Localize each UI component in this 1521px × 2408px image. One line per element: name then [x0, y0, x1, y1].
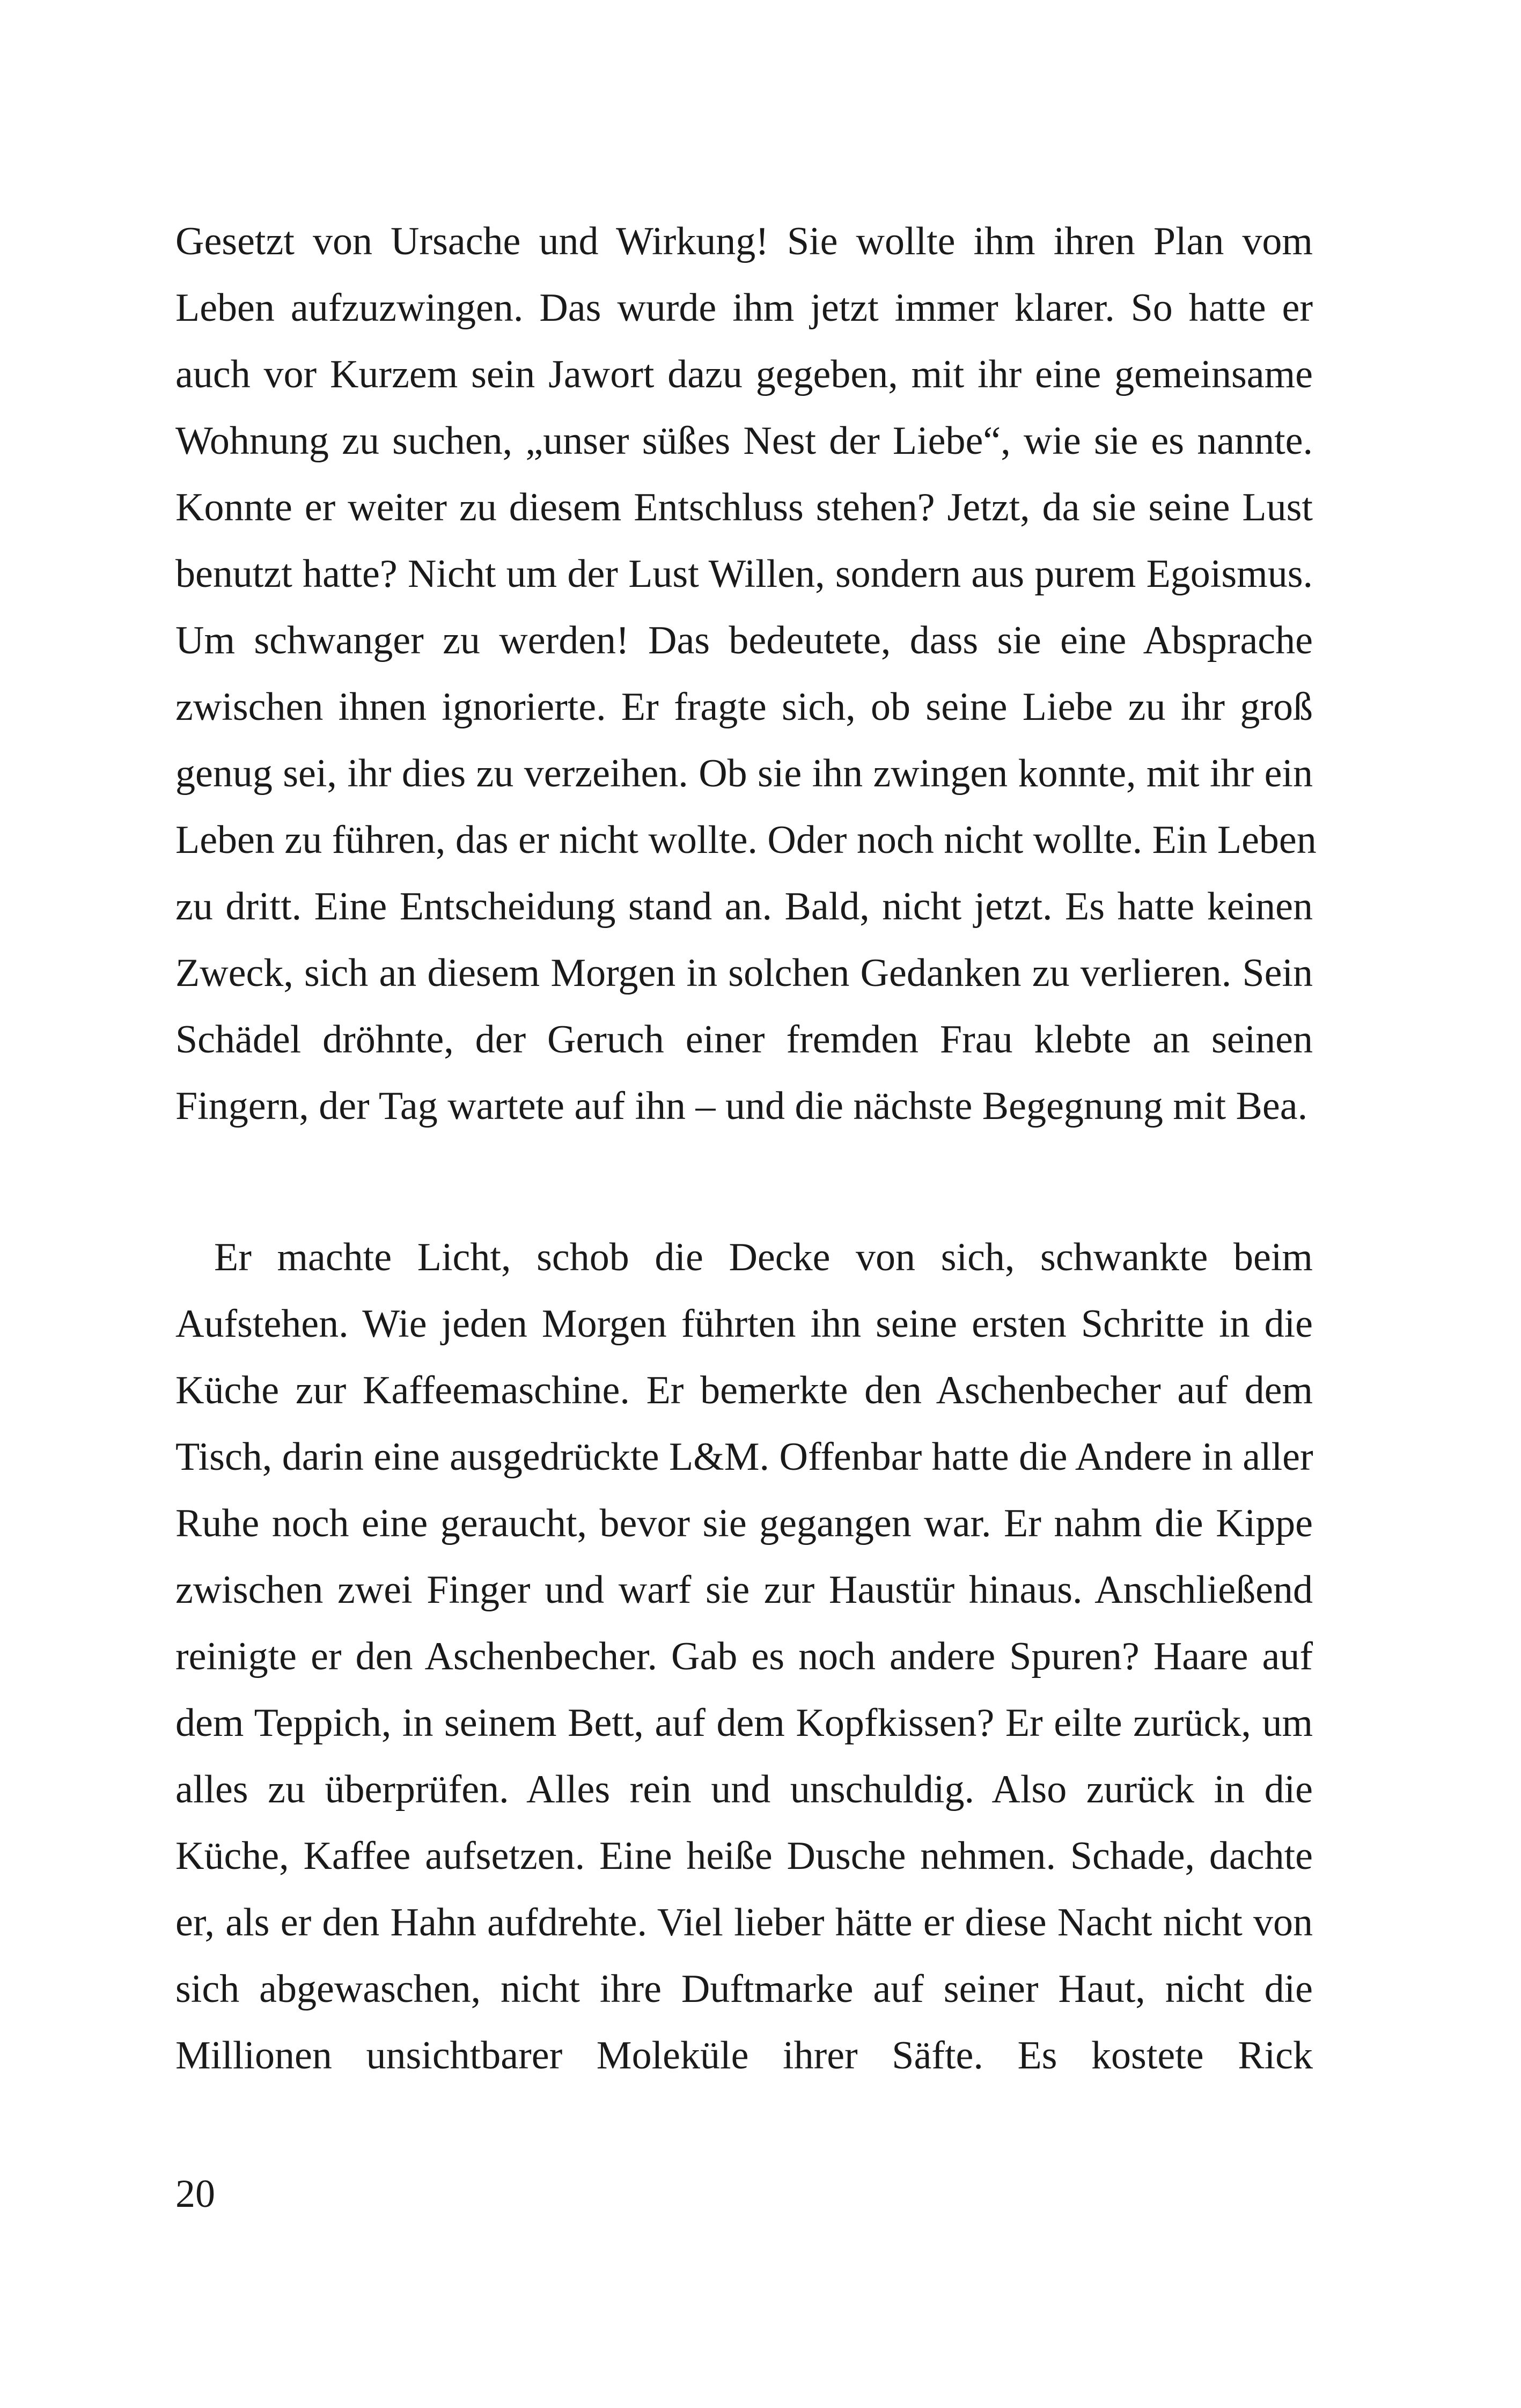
text-line: Küche, Kaffee aufsetzen. Eine heiße Dusche nehmen. Schade, dachte	[175, 1834, 1313, 1878]
text-line: benutzt hatte? Nicht um der Lust Willen, sondern aus purem Egoismus.	[175, 552, 1313, 596]
text-line: Leben zu führen, das er nicht wollte. Oder noch nicht wollte. Ein Leben	[175, 818, 1317, 862]
text-line: Millionen unsichtbarer Moleküle ihrer Säfte. Es kostete Rick	[175, 2034, 1313, 2078]
text-line: Konnte er weiter zu diesem Entschluss stehen? Jetzt, da sie seine Lust	[175, 485, 1313, 529]
text-line: Tisch, darin eine ausgedrückte L&M. Offenbar hatte die Andere in aller	[175, 1435, 1313, 1479]
text-line: Leben aufzuzwingen. Das wurde ihm jetzt immer klarer. So hatte er	[175, 286, 1313, 330]
text-line: Schädel dröhnte, der Geruch einer fremden Frau klebte an seinen	[175, 1018, 1313, 1062]
text-line: sich abgewaschen, nicht ihre Duftmarke auf seiner Haut, nicht die	[175, 1967, 1313, 2011]
text-line: zwischen zwei Finger und warf sie zur Haustür hinaus. Anschließend	[175, 1568, 1313, 1612]
text-line: er, als er den Hahn aufdrehte. Viel lieber hätte er diese Nacht nicht von	[175, 1901, 1313, 1945]
text-line: genug sei, ihr dies zu verzeihen. Ob sie ihn zwingen konnte, mit ihr ein	[175, 752, 1313, 796]
text-line: zwischen ihnen ignorierte. Er fragte sich, ob seine Liebe zu ihr groß	[175, 685, 1313, 729]
text-line: Um schwanger zu werden! Das bedeutete, dass sie eine Absprache	[175, 618, 1313, 662]
text-line: Er machte Licht, schob die Decke von sich, schwankte beim	[214, 1235, 1313, 1279]
paragraph-1	[175, 208, 1317, 1139]
text-line: Zweck, sich an diesem Morgen in solchen Gedanken zu verlieren. Sein	[175, 951, 1313, 995]
text-line: Gesetzt von Ursache und Wirkung! Sie wollte ihm ihren Plan vom	[175, 219, 1313, 263]
text-line: auch vor Kurzem sein Jawort dazu gegeben, mit ihr eine gemeinsame	[175, 352, 1313, 396]
page-number: 20	[175, 2172, 215, 2216]
text-line: Fingern, der Tag wartete auf ihn – und die nächste Begegnung mit Bea.	[175, 1084, 1308, 1128]
text-line: alles zu überprüfen. Alles rein und unschuldig. Also zurück in die	[175, 1768, 1313, 1811]
text-line: dem Teppich, in seinem Bett, auf dem Kopfkissen? Er eilte zurück, um	[175, 1701, 1313, 1745]
text-line: Küche zur Kaffeemaschine. Er bemerkte den Aschenbecher auf dem	[175, 1368, 1313, 1412]
text-line: Aufstehen. Wie jeden Morgen führten ihn seine ersten Schritte in die	[175, 1302, 1313, 1346]
text-line: Ruhe noch eine geraucht, bevor sie gegangen war. Er nahm die Kippe	[175, 1501, 1313, 1545]
text-line: Wohnung zu suchen, „unser süßes Nest der Liebe“, wie sie es nannte.	[175, 419, 1313, 463]
paragraph-2	[175, 1224, 1313, 2089]
text-line: zu dritt. Eine Entscheidung stand an. Bald, nicht jetzt. Es hatte keinen	[175, 885, 1313, 929]
text-line: reinigte er den Aschenbecher. Gab es noch andere Spuren? Haare auf	[175, 1634, 1313, 1678]
